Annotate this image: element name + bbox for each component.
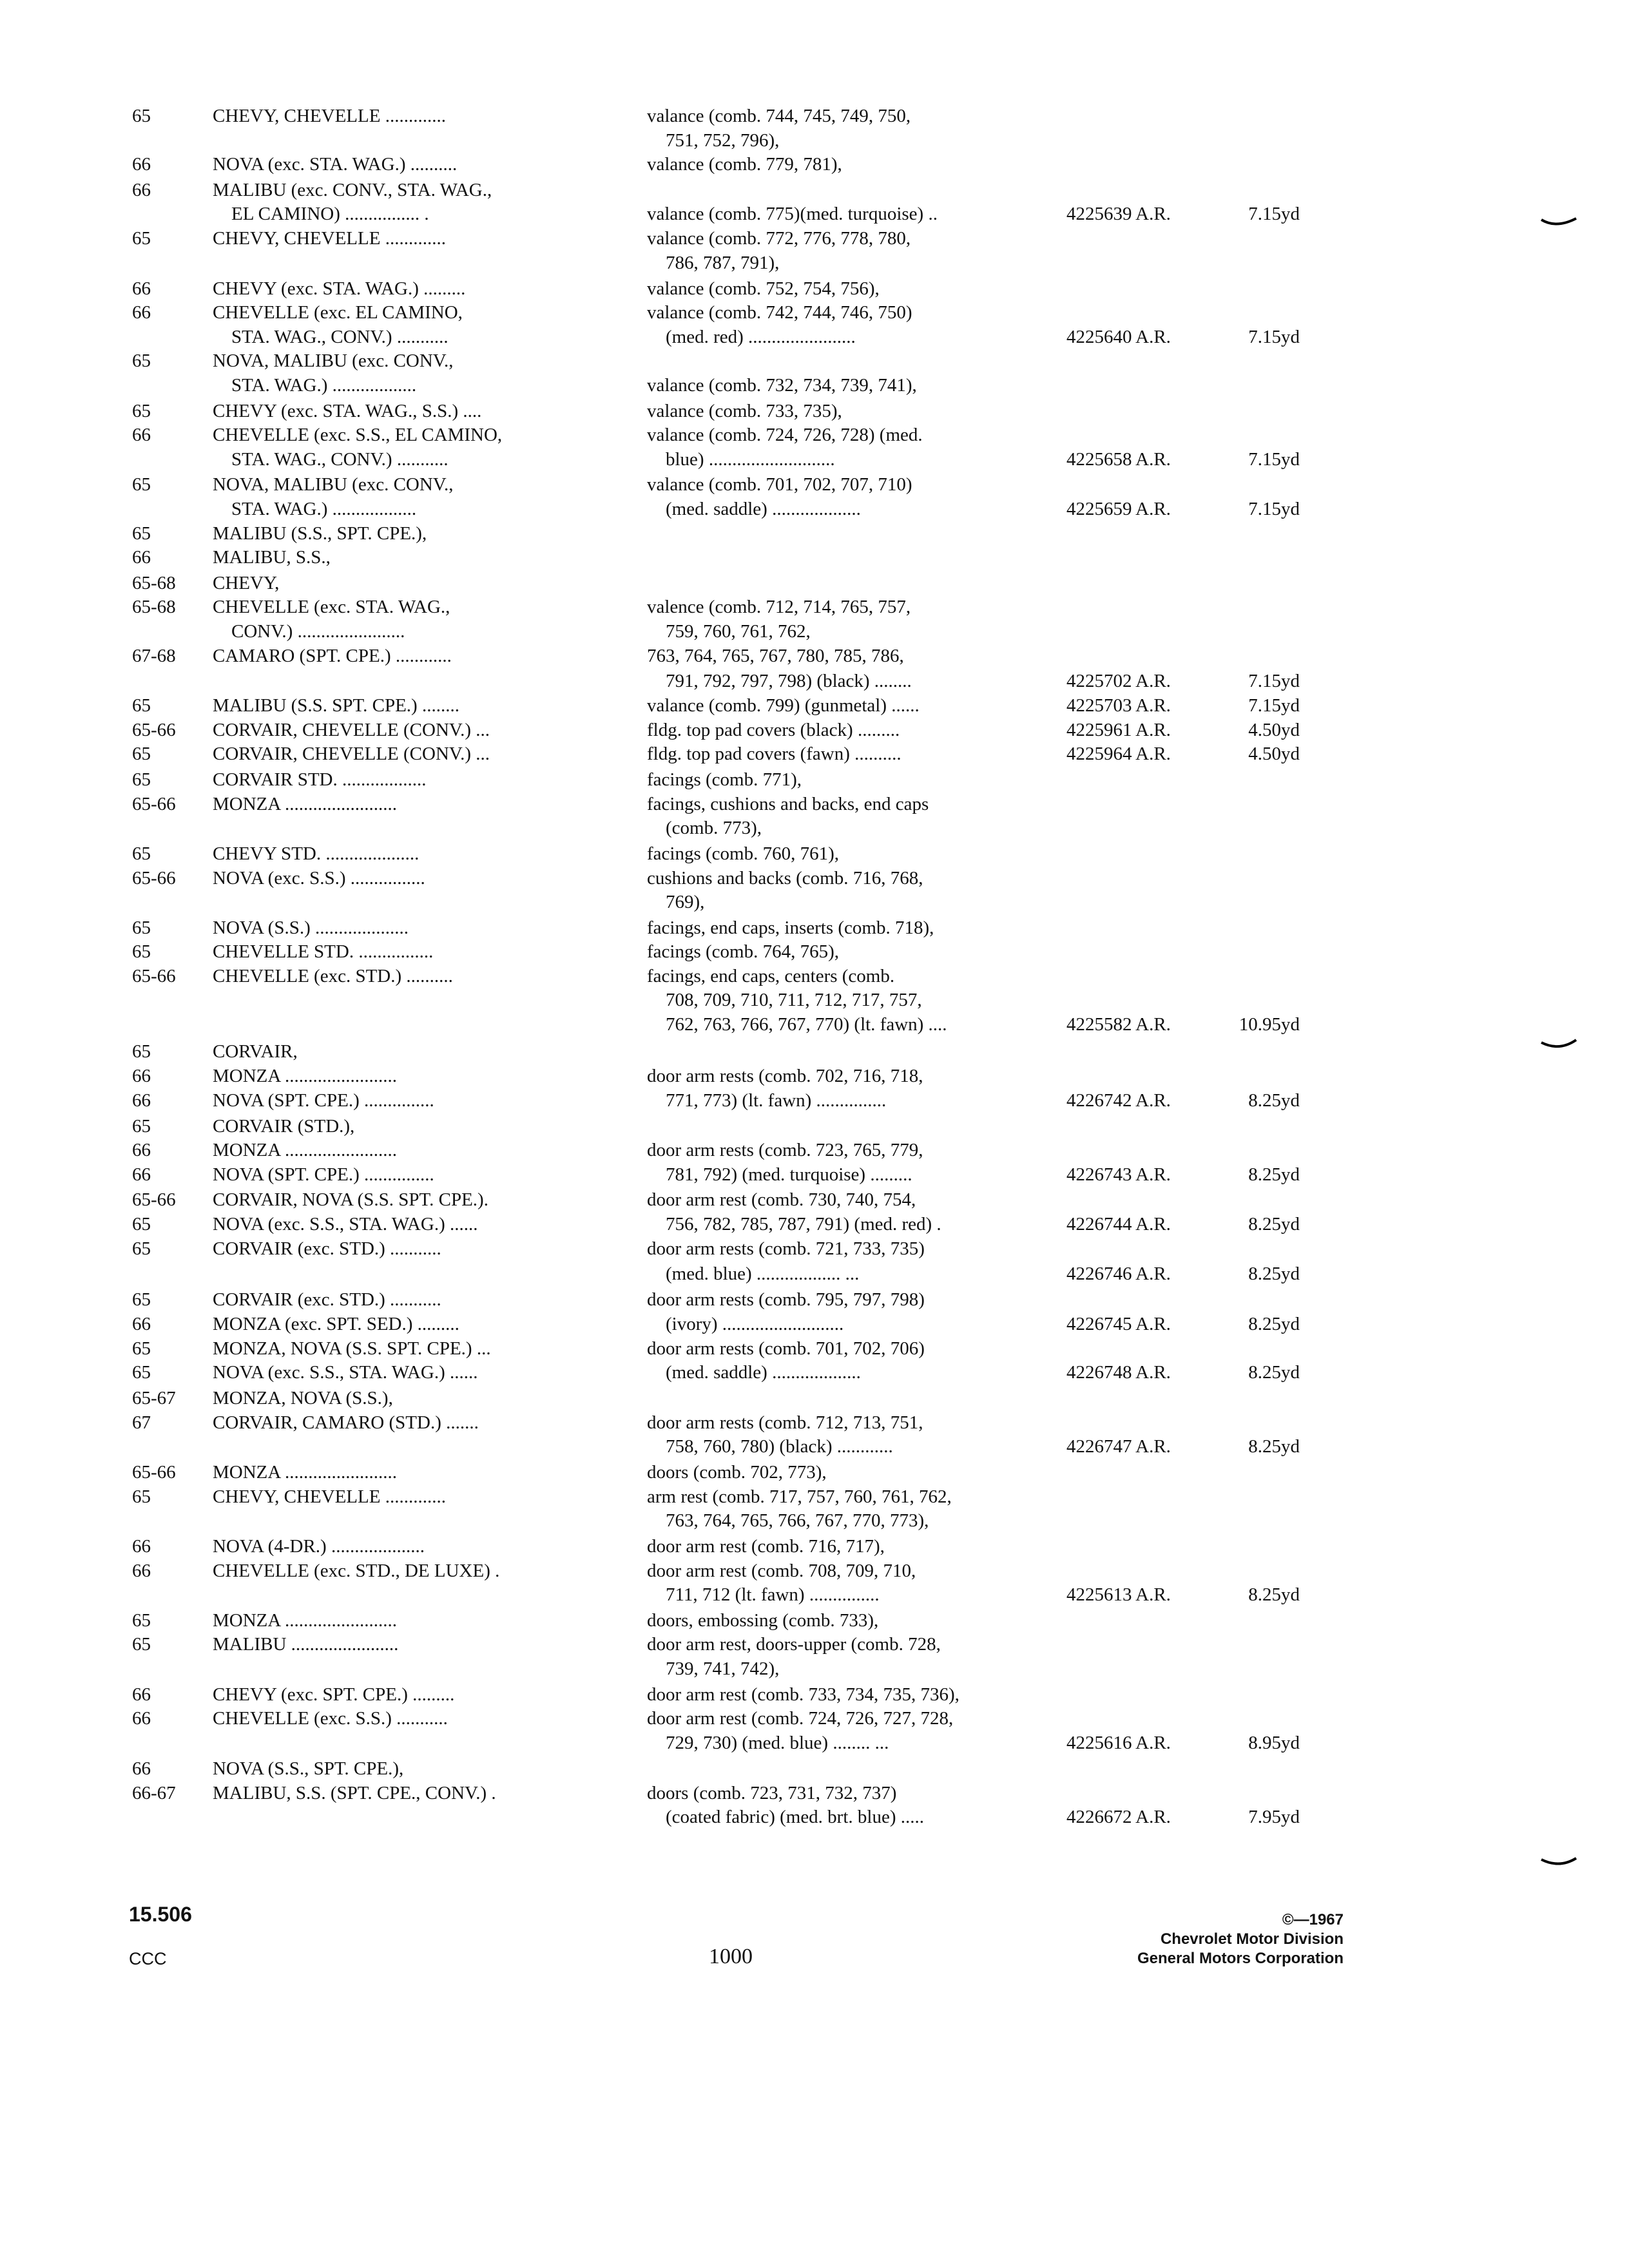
year-label: 65-68 <box>132 597 176 617</box>
description-label: doors (comb. 702, 773), <box>647 1462 827 1483</box>
model-label: CHEVY, CHEVELLE ............. <box>213 1486 446 1507</box>
table-row <box>0 1459 1629 1485</box>
model-label: CHEVELLE (exc. STD.) .......... <box>213 966 453 986</box>
description-label: valance (comb. 732, 734, 739, 741), <box>647 375 917 396</box>
table-row <box>0 324 1629 350</box>
price-label: 10.95yd <box>1239 1014 1300 1035</box>
price-label: 8.25yd <box>1248 1214 1300 1235</box>
description-label: door arm rests (comb. 795, 797, 798) <box>647 1289 925 1310</box>
description-label: 758, 760, 780) (black) ............ <box>647 1436 893 1457</box>
description-label: door arm rest (comb. 708, 709, 710, <box>647 1561 916 1581</box>
description-label: (comb. 773), <box>647 818 762 838</box>
model-label: NOVA (S.S.) .................... <box>213 918 409 938</box>
part-number: 4226743 A.R. <box>1066 1164 1171 1185</box>
price-label: 8.25yd <box>1248 1314 1300 1334</box>
part-number: 4225659 A.R. <box>1066 499 1171 519</box>
part-number: 4225658 A.R. <box>1066 449 1171 470</box>
year-label: 65-67 <box>132 1388 176 1408</box>
description-label: facings, end caps, inserts (comb. 718), <box>647 918 934 938</box>
year-label: 66 <box>132 547 151 568</box>
model-label: NOVA (SPT. CPE.) ............... <box>213 1090 434 1111</box>
description-label: 763, 764, 765, 766, 767, 770, 773), <box>647 1510 929 1531</box>
model-label: MALIBU (S.S., SPT. CPE.), <box>213 523 427 544</box>
model-label: MALIBU ....................... <box>213 1634 399 1655</box>
model-label: MALIBU, S.S. (SPT. CPE., CONV.) . <box>213 1783 496 1803</box>
year-label: 67 <box>132 1412 151 1433</box>
model-label: CHEVY (exc. SPT. CPE.) ......... <box>213 1684 455 1705</box>
description-label: arm rest (comb. 717, 757, 760, 761, 762, <box>647 1486 952 1507</box>
model-label: CONV.) ....................... <box>213 621 405 642</box>
part-number: 4225613 A.R. <box>1066 1584 1171 1605</box>
price-label: 8.25yd <box>1248 1436 1300 1457</box>
scan-mark <box>1540 216 1579 229</box>
table-row <box>0 1756 1629 1782</box>
model-label: CORVAIR (exc. STD.) ........... <box>213 1238 441 1259</box>
year-label: 66 <box>132 278 151 299</box>
description-label: valance (comb. 744, 745, 749, 750, <box>647 106 911 126</box>
price-label: 8.25yd <box>1248 1584 1300 1605</box>
part-number: 4226744 A.R. <box>1066 1214 1171 1235</box>
year-label: 65 <box>132 769 151 790</box>
year-label: 66 <box>132 1164 151 1185</box>
corporation-name: General Motors Corporation <box>1137 1950 1344 1967</box>
price-label: 4.50yd <box>1248 744 1300 764</box>
description-label: fldg. top pad covers (fawn) .......... <box>647 744 901 764</box>
table-row <box>0 1137 1629 1163</box>
table-row <box>0 741 1629 767</box>
year-label: 65 <box>132 1289 151 1310</box>
model-label: NOVA (exc. S.S., STA. WAG.) ...... <box>213 1362 478 1383</box>
description-label: door arm rest (comb. 730, 740, 754, <box>647 1189 916 1210</box>
table-row <box>0 103 1629 129</box>
description-label: facings, cushions and backs, end caps <box>647 794 929 814</box>
description-label: 729, 730) (med. blue) ........ ... <box>647 1733 889 1753</box>
description-label: valance (comb. 779, 781), <box>647 154 842 175</box>
description-label: door arm rest (comb. 724, 726, 727, 728, <box>647 1708 954 1729</box>
description-label: 786, 787, 791), <box>647 253 780 273</box>
copyright-block <box>1095 1910 1344 1968</box>
year-label: 65 <box>132 1362 151 1383</box>
model-label: NOVA (exc. S.S., STA. WAG.) ...... <box>213 1214 478 1235</box>
year-label: 65 <box>132 351 151 371</box>
model-label: NOVA (exc. STA. WAG.) .......... <box>213 154 458 175</box>
table-row <box>0 693 1629 718</box>
model-label: CAMARO (SPT. CPE.) ............ <box>213 646 452 666</box>
model-label: STA. WAG.) .................. <box>213 499 417 519</box>
table-row <box>0 915 1629 941</box>
description-label: 756, 782, 785, 787, 791) (med. red) . <box>647 1214 941 1235</box>
table-row <box>0 1508 1629 1533</box>
year-label: 65 <box>132 228 151 249</box>
table-row <box>0 496 1629 522</box>
model-label: CHEVELLE (exc. S.S., EL CAMINO, <box>213 425 503 445</box>
model-label: CHEVY STD. .................... <box>213 843 419 864</box>
year-label: 65 <box>132 523 151 544</box>
year-label: 65-66 <box>132 868 176 889</box>
model-label: CORVAIR (exc. STD.) ........... <box>213 1289 441 1310</box>
year-label: 66-67 <box>132 1783 176 1803</box>
part-number: 4225582 A.R. <box>1066 1014 1171 1035</box>
description-label: valence (comb. 712, 714, 765, 757, <box>647 597 911 617</box>
table-row <box>0 544 1629 570</box>
model-label: CHEVY, CHEVELLE ............. <box>213 228 446 249</box>
table-row <box>0 1187 1629 1213</box>
description-label: valance (comb. 752, 754, 756), <box>647 278 880 299</box>
year-label: 66 <box>132 1561 151 1581</box>
part-number: 4225639 A.R. <box>1066 204 1171 224</box>
description-label: doors, embossing (comb. 733), <box>647 1610 879 1631</box>
model-label: CHEVY (exc. STA. WAG.) ......... <box>213 278 466 299</box>
price-label: 8.25yd <box>1248 1264 1300 1284</box>
year-label: 65-66 <box>132 966 176 986</box>
part-number: 4226745 A.R. <box>1066 1314 1171 1334</box>
year-label: 66 <box>132 1140 151 1160</box>
price-label: 7.15yd <box>1248 449 1300 470</box>
year-label: 65-66 <box>132 1189 176 1210</box>
table-row <box>0 1780 1629 1806</box>
year-label: 65-66 <box>132 720 176 740</box>
part-number: 4225702 A.R. <box>1066 671 1171 691</box>
model-label: CORVAIR, CAMARO (STD.) ....... <box>213 1412 479 1433</box>
table-row <box>0 398 1629 424</box>
model-label: MALIBU, S.S., <box>213 547 331 568</box>
table-row <box>0 1039 1629 1064</box>
price-label: 8.95yd <box>1248 1733 1300 1753</box>
model-label: CHEVELLE (exc. STD., DE LUXE) . <box>213 1561 500 1581</box>
table-row <box>0 1682 1629 1707</box>
description-label: fldg. top pad covers (black) ......... <box>647 720 900 740</box>
table-row <box>0 1261 1629 1287</box>
model-label: MONZA ........................ <box>213 1610 397 1631</box>
year-label: 65 <box>132 941 151 962</box>
year-label: 65 <box>132 1116 151 1137</box>
description-label: valance (comb. 701, 702, 707, 710) <box>647 474 912 495</box>
description-label: 781, 792) (med. turquoise) ......... <box>647 1164 912 1185</box>
table-row <box>0 1162 1629 1187</box>
description-label: (med. red) ....................... <box>647 327 856 347</box>
part-number: 4226672 A.R. <box>1066 1807 1171 1827</box>
year-label: 65 <box>132 1634 151 1655</box>
table-row <box>0 791 1629 817</box>
part-number: 4225616 A.R. <box>1066 1733 1171 1753</box>
description-label: 739, 741, 742), <box>647 1658 780 1679</box>
model-label: CORVAIR, NOVA (S.S. SPT. CPE.). <box>213 1189 488 1210</box>
year-label: 65 <box>132 918 151 938</box>
table-row <box>0 348 1629 374</box>
table-row <box>0 177 1629 203</box>
description-label: door arm rests (comb. 701, 702, 706) <box>647 1338 925 1359</box>
price-label: 7.15yd <box>1248 695 1300 716</box>
model-label: CORVAIR, CHEVELLE (CONV.) ... <box>213 720 490 740</box>
description-label: door arm rests (comb. 721, 733, 735) <box>647 1238 925 1259</box>
table-row <box>0 128 1629 153</box>
model-label: CHEVELLE (exc. S.S.) ........... <box>213 1708 448 1729</box>
year-label: 66 <box>132 154 151 175</box>
table-row <box>0 472 1629 497</box>
table-row <box>0 1631 1629 1657</box>
table-row <box>0 815 1629 841</box>
year-label: 65-68 <box>132 573 176 593</box>
table-row <box>0 594 1629 620</box>
description-label: door arm rests (comb. 723, 765, 779, <box>647 1140 923 1160</box>
year-label: 66 <box>132 1758 151 1779</box>
model-label: NOVA (SPT. CPE.) ............... <box>213 1164 434 1185</box>
model-label: NOVA (exc. S.S.) ................ <box>213 868 425 889</box>
model-label: STA. WAG., CONV.) ........... <box>213 449 448 470</box>
model-label: CORVAIR (STD.), <box>213 1116 355 1137</box>
year-label: 65 <box>132 843 151 864</box>
model-label: MONZA ........................ <box>213 794 397 814</box>
year-label: 65 <box>132 1338 151 1359</box>
table-row <box>0 151 1629 177</box>
table-row <box>0 1706 1629 1731</box>
description-label: 759, 760, 761, 762, <box>647 621 811 642</box>
year-label: 65 <box>132 695 151 716</box>
table-row <box>0 1410 1629 1436</box>
table-row <box>0 570 1629 596</box>
table-row <box>0 1063 1629 1089</box>
description-label: valance (comb. 772, 776, 778, 780, <box>647 228 911 249</box>
table-row <box>0 1484 1629 1510</box>
model-label: MONZA, NOVA (S.S. SPT. CPE.) ... <box>213 1338 491 1359</box>
table-row <box>0 201 1629 227</box>
year-label: 66 <box>132 302 151 323</box>
model-label: NOVA, MALIBU (exc. CONV., <box>213 474 454 495</box>
table-row <box>0 422 1629 448</box>
price-label: 7.15yd <box>1248 671 1300 691</box>
table-row <box>0 1730 1629 1756</box>
model-label: CHEVELLE (exc. EL CAMINO, <box>213 302 463 323</box>
table-row <box>0 987 1629 1013</box>
year-label: 66 <box>132 1536 151 1557</box>
description-label: 762, 763, 766, 767, 770) (lt. fawn) .... <box>647 1014 947 1035</box>
table-row <box>0 1336 1629 1361</box>
description-label: door arm rests (comb. 712, 713, 751, <box>647 1412 923 1433</box>
model-label: MONZA ........................ <box>213 1140 397 1160</box>
year-label: 65 <box>132 401 151 421</box>
year-label: 67-68 <box>132 646 176 666</box>
description-label: cushions and backs (comb. 716, 768, <box>647 868 923 889</box>
scan-mark <box>1540 1856 1579 1869</box>
model-label: MONZA, NOVA (S.S.), <box>213 1388 393 1408</box>
price-label: 8.25yd <box>1248 1164 1300 1185</box>
part-number: 4225961 A.R. <box>1066 720 1171 740</box>
table-row <box>0 1558 1629 1584</box>
section-code: 15.506 <box>129 1903 192 1926</box>
description-label: 708, 709, 710, 711, 712, 717, 757, <box>647 990 922 1010</box>
model-label: MONZA ........................ <box>213 1462 397 1483</box>
description-label: (ivory) .......................... <box>647 1314 844 1334</box>
table-row <box>0 1236 1629 1262</box>
year-label: 66 <box>132 1684 151 1705</box>
description-label: 751, 752, 796), <box>647 130 780 151</box>
model-label: CHEVY, <box>213 573 280 593</box>
table-row <box>0 1360 1629 1385</box>
page-number: 1000 <box>709 1945 753 1968</box>
table-row <box>0 1533 1629 1559</box>
part-number: 4225703 A.R. <box>1066 695 1171 716</box>
year-label: 66 <box>132 1090 151 1111</box>
year-label: 65 <box>132 1238 151 1259</box>
table-row <box>0 1608 1629 1633</box>
year-label: 66 <box>132 1708 151 1729</box>
description-label: door arm rest (comb. 716, 717), <box>647 1536 885 1557</box>
model-label: CHEVY, CHEVELLE ............. <box>213 106 446 126</box>
table-row <box>0 300 1629 325</box>
part-number: 4225640 A.R. <box>1066 327 1171 347</box>
description-label: (med. blue) .................. ... <box>647 1264 860 1284</box>
model-label: CHEVELLE (exc. STA. WAG., <box>213 597 450 617</box>
price-label: 7.15yd <box>1248 204 1300 224</box>
model-label: CHEVY (exc. STA. WAG., S.S.) .... <box>213 401 482 421</box>
table-row <box>0 1434 1629 1459</box>
year-label: 66 <box>132 425 151 445</box>
table-row <box>0 447 1629 472</box>
price-label: 8.25yd <box>1248 1362 1300 1383</box>
table-row <box>0 1012 1629 1037</box>
year-label: 65 <box>132 1041 151 1062</box>
price-label: 8.25yd <box>1248 1090 1300 1111</box>
table-row <box>0 250 1629 276</box>
model-label: CHEVELLE STD. ................ <box>213 941 434 962</box>
table-row <box>0 226 1629 251</box>
description-label: valance (comb. 799) (gunmetal) ...... <box>647 695 920 716</box>
table-row <box>0 1582 1629 1608</box>
model-label: MALIBU (S.S. SPT. CPE.) ........ <box>213 695 459 716</box>
price-label: 7.15yd <box>1248 327 1300 347</box>
model-label: MONZA (exc. SPT. SED.) ......... <box>213 1314 459 1334</box>
description-label: 791, 792, 797, 798) (black) ........ <box>647 671 912 691</box>
year-label: 65 <box>132 474 151 495</box>
model-label: MALIBU (exc. CONV., STA. WAG., <box>213 180 492 200</box>
table-row <box>0 1311 1629 1337</box>
year-label: 66 <box>132 1314 151 1334</box>
part-number: 4226747 A.R. <box>1066 1436 1171 1457</box>
table-row <box>0 521 1629 546</box>
table-row <box>0 1287 1629 1312</box>
table-row <box>0 717 1629 743</box>
model-label: NOVA (S.S., SPT. CPE.), <box>213 1758 404 1779</box>
description-label: blue) ........................... <box>647 449 835 470</box>
division-name: Chevrolet Motor Division <box>1160 1930 1344 1948</box>
table-row <box>0 1385 1629 1411</box>
table-row <box>0 1113 1629 1139</box>
description-label: (coated fabric) (med. brt. blue) ..... <box>647 1807 924 1827</box>
year-label: 65 <box>132 744 151 764</box>
table-row <box>0 619 1629 644</box>
description-label: (med. saddle) ................... <box>647 499 861 519</box>
description-label: door arm rest, doors-upper (comb. 728, <box>647 1634 941 1655</box>
description-label: door arm rests (comb. 702, 716, 718, <box>647 1066 923 1086</box>
description-label: facings, end caps, centers (comb. <box>647 966 895 986</box>
year-label: 65 <box>132 1610 151 1631</box>
price-label: 7.95yd <box>1248 1807 1300 1827</box>
table-row <box>0 963 1629 989</box>
description-label: facings (comb. 764, 765), <box>647 941 839 962</box>
table-row <box>0 643 1629 669</box>
ccc-code: CCC <box>129 1949 167 1968</box>
description-label: facings (comb. 760, 761), <box>647 843 839 864</box>
description-label: 711, 712 (lt. fawn) ............... <box>647 1584 880 1605</box>
price-label: 4.50yd <box>1248 720 1300 740</box>
description-label: 769), <box>647 892 705 912</box>
year-label: 65 <box>132 106 151 126</box>
year-label: 65-66 <box>132 1462 176 1483</box>
model-label: STA. WAG.) .................. <box>213 375 417 396</box>
table-row <box>0 668 1629 694</box>
description-label: facings (comb. 771), <box>647 769 802 790</box>
table-row <box>0 372 1629 398</box>
table-row <box>0 1211 1629 1237</box>
table-row <box>0 841 1629 867</box>
table-row <box>0 939 1629 965</box>
table-row <box>0 276 1629 302</box>
description-label: 763, 764, 765, 767, 780, 785, 786, <box>647 646 904 666</box>
scan-mark <box>1540 1039 1579 1052</box>
table-row <box>0 1804 1629 1830</box>
year-label: 66 <box>132 180 151 200</box>
part-number: 4226746 A.R. <box>1066 1264 1171 1284</box>
description-label: 771, 773) (lt. fawn) ............... <box>647 1090 887 1111</box>
description-label: door arm rest (comb. 733, 734, 735, 736), <box>647 1684 959 1705</box>
table-row <box>0 889 1629 915</box>
model-label: CORVAIR, CHEVELLE (CONV.) ... <box>213 744 490 764</box>
model-label: NOVA (4-DR.) .................... <box>213 1536 425 1557</box>
model-label: MONZA ........................ <box>213 1066 397 1086</box>
year-label: 65 <box>132 1214 151 1235</box>
table-row <box>0 767 1629 793</box>
model-label: CORVAIR, <box>213 1041 298 1062</box>
model-label: CORVAIR STD. .................. <box>213 769 427 790</box>
model-label: NOVA, MALIBU (exc. CONV., <box>213 351 454 371</box>
description-label: valance (comb. 733, 735), <box>647 401 842 421</box>
year-label: 65-66 <box>132 794 176 814</box>
model-label: EL CAMINO) ................ . <box>213 204 429 224</box>
part-number: 4226742 A.R. <box>1066 1090 1171 1111</box>
description-label: valance (comb. 775)(med. turquoise) .. <box>647 204 938 224</box>
year-label: 66 <box>132 1066 151 1086</box>
table-row <box>0 1656 1629 1682</box>
copyright-year: ©—1967 <box>1282 1911 1344 1928</box>
table-row <box>0 1088 1629 1113</box>
part-number: 4225964 A.R. <box>1066 744 1171 764</box>
table-row <box>0 865 1629 891</box>
price-label: 7.15yd <box>1248 499 1300 519</box>
part-number: 4226748 A.R. <box>1066 1362 1171 1383</box>
description-label: valance (comb. 724, 726, 728) (med. <box>647 425 923 445</box>
description-label: valance (comb. 742, 744, 746, 750) <box>647 302 912 323</box>
year-label: 65 <box>132 1486 151 1507</box>
description-label: doors (comb. 723, 731, 732, 737) <box>647 1783 897 1803</box>
model-label: STA. WAG., CONV.) ........... <box>213 327 448 347</box>
description-label: (med. saddle) ................... <box>647 1362 861 1383</box>
